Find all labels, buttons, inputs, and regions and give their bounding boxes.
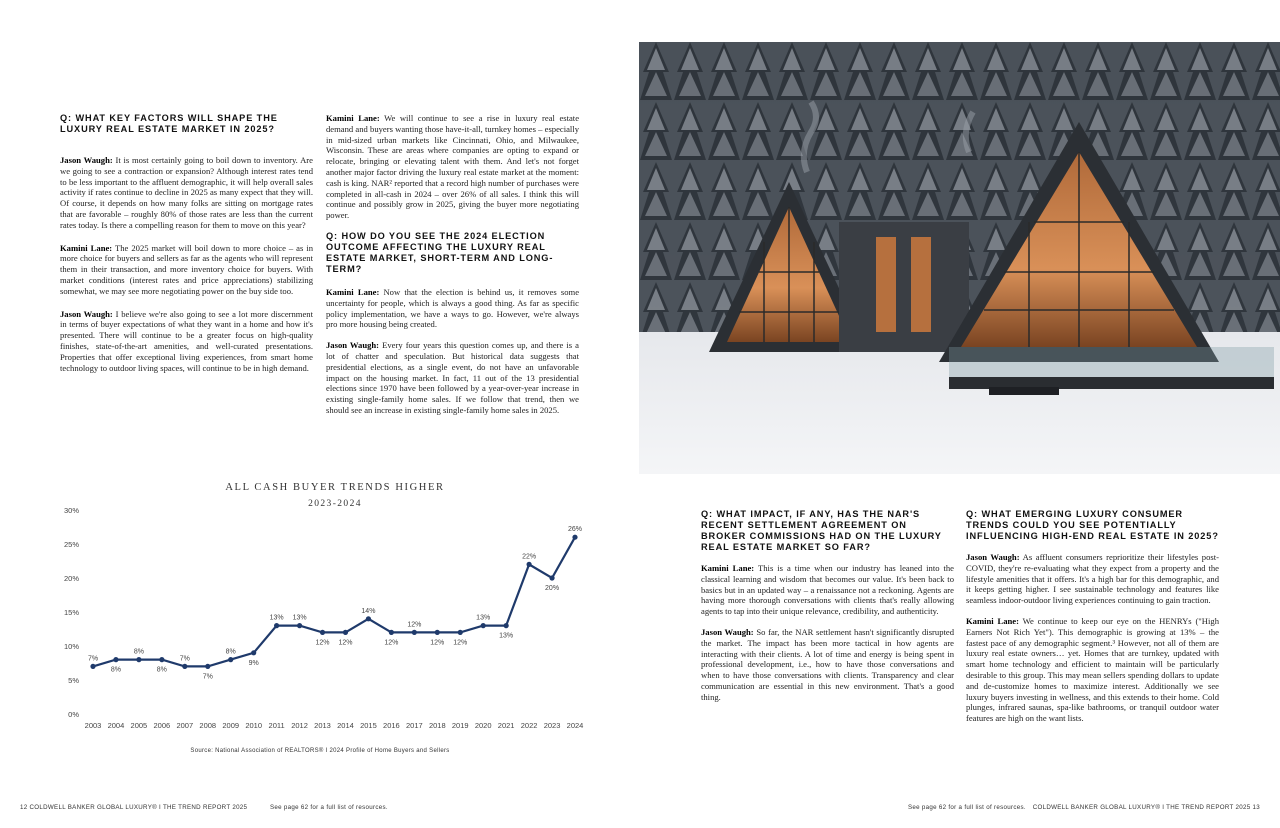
x-tick-label: 2015 — [360, 721, 377, 730]
speaker-name: Jason Waugh: — [701, 626, 754, 637]
x-tick-label: 2010 — [245, 721, 263, 730]
x-tick-label: 2007 — [176, 721, 194, 730]
y-tick-label: 0% — [68, 710, 79, 719]
data-label: 12% — [338, 639, 353, 647]
answer-text: This is a time when our industry has leaned into the classical learning and wisdom that becomes our value. It's been back to basics but in an updated way – a renaissance not a reckoning. Agents are having more thorough conversations with clients that's really allowing agents to tap into their unique relevance, credibility, and authenticity. — [701, 563, 955, 617]
data-label: 7% — [202, 673, 213, 681]
right-column-1 — [701, 509, 954, 703]
x-tick-label: 2014 — [337, 721, 354, 730]
speaker-name: Kamini Lane: — [326, 286, 380, 297]
x-tick-label: 2016 — [383, 721, 400, 730]
chart-source: Source: National Association of REALTORS® I 2024 Profile of Home Buyers and Sellers — [190, 748, 450, 754]
x-tick-label: 2020 — [474, 721, 492, 730]
speaker-name: Jason Waugh: — [60, 155, 113, 165]
x-tick-label: 2006 — [153, 721, 171, 730]
x-tick-label: 2018 — [428, 721, 446, 730]
answer-paragraph — [326, 113, 579, 221]
y-tick-label: 25% — [63, 540, 79, 549]
data-point — [526, 562, 531, 567]
x-tick-label: 2005 — [130, 721, 148, 730]
footer-right-brand: COLDWELL BANKER GLOBAL LUXURY® I THE TREND REPORT 2025 13 — [1032, 804, 1260, 811]
data-point — [343, 630, 348, 635]
x-tick-label: 2013 — [314, 721, 331, 730]
x-tick-label: 2012 — [291, 721, 308, 730]
speaker-name: Jason Waugh: — [326, 340, 380, 351]
left-column-2 — [326, 113, 579, 416]
data-point — [435, 630, 440, 635]
data-point — [549, 575, 554, 580]
answer-paragraph — [966, 552, 1219, 606]
answer-text: Every four years this question comes up, and there is a lot of chatter and speculation. But historical data suggests that presidential elections, as a single event, do not have an unfavorable impact on the housing market. In fact, 11 out of the 13 presidential elections since 1970 have been followed by a year-over-year increase in existing single-family home sales. If we follow that trend, then we should see an increase in existing single-family home sales in 2025. — [326, 340, 579, 415]
answer-text: I believe we're also going to see a lot more discernment in terms of buyer expectations of what they want in a home and how it's presented. There will continue to be a greater focus on high-quality finishes, state-of-the-art amenities, and well-curated presentations. Properties that offer exceptional living experiences, from smart home technology to outdoor living spaces, will continue to be in high demand. — [60, 308, 313, 373]
answer-text: So far, the NAR settlement hasn't significantly disrupted the market. The impact has been more tactical in how agents are interacting with their clients. A lot of time and energy is being spent in professional development, i.e., how to have those conversations and when to have those conversations with clients. Transparency and clear communication are essential in this new environment. That's a good thing. — [701, 626, 954, 702]
data-point — [205, 664, 210, 669]
data-point — [90, 664, 95, 669]
chart-subtitle: 2023-2024 — [308, 499, 362, 509]
footer-left-note: See page 62 for a full list of resources. — [270, 804, 388, 811]
x-tick-label: 2009 — [222, 721, 240, 730]
data-label: 12% — [430, 639, 445, 647]
chart-title: ALL CASH BUYER TRENDS HIGHER — [225, 482, 445, 493]
x-tick-label: 2011 — [268, 721, 285, 730]
answer-paragraph — [60, 243, 313, 297]
x-tick-label: 2003 — [84, 721, 102, 730]
data-point — [251, 650, 256, 655]
data-label: 8% — [110, 666, 122, 674]
answer-text: As affluent consumers reprioritize their lifestyles post-COVID, they're re-evaluating what they expect from a property and the lifestyle amenities that it offers. It's a high bar for this demographic, and it keeps getting higher. I see sustainable technology and features like seamless indoor-outdoor living experiences continuing to gain traction. — [966, 552, 1219, 606]
y-tick-label: 30% — [63, 506, 79, 515]
right-column-2 — [966, 509, 1219, 724]
data-label: 13% — [476, 614, 491, 622]
data-point — [113, 657, 118, 662]
answer-paragraph — [60, 309, 313, 374]
data-point — [572, 535, 577, 540]
speaker-name: Jason Waugh: — [60, 308, 113, 319]
y-tick-label: 5% — [68, 676, 79, 685]
data-label: 13% — [499, 632, 514, 640]
answer-paragraph — [966, 616, 1219, 724]
x-tick-label: 2023 — [543, 721, 561, 730]
answer-paragraph — [701, 563, 954, 617]
cabin-photo — [639, 42, 1280, 474]
question-consumer-trends: Q: WHAT EMERGING LUXURY CONSUMER TRENDS COULD YOU SEE POTENTIALLY INFLUENCING HIGH-END REAL ESTATE IN 2025? — [966, 509, 1219, 541]
answer-text: It is most certainly going to boil down to inventory. Are we going to see a contraction or expansion? Although interest rates tend to be less important to the affluent demographic, it will help overall sales activity if rates continue to decline in 2025 as many expect that they will. Of course, it depends on how many folks are sitting on mortgage rates that are favorable – roughly 80% of those rates are less than the current rates today. Is there a compelling reason for them to move on this year? — [60, 155, 313, 230]
data-point — [297, 623, 302, 628]
speaker-name: Kamini Lane: — [60, 242, 113, 253]
x-tick-label: 2021 — [497, 721, 515, 730]
x-tick-label: 2004 — [107, 721, 125, 730]
x-tick-label: 2008 — [199, 721, 217, 730]
speaker-name: Kamini Lane: — [701, 563, 755, 573]
answer-paragraph — [326, 340, 579, 416]
data-label: 13% — [292, 614, 307, 622]
question-key-factors: Q: WHAT KEY FACTORS WILL SHAPE THE LUXURY REAL ESTATE MARKET IN 2025? — [60, 113, 278, 134]
speaker-name: Kamini Lane: — [966, 615, 1019, 626]
data-point — [159, 657, 164, 662]
data-label: 22% — [522, 553, 537, 561]
data-label: 12% — [315, 639, 330, 647]
data-label: 7% — [87, 655, 99, 663]
footer-right-note: See page 62 for a full list of resources. — [908, 804, 1026, 811]
data-point — [504, 623, 509, 628]
x-tick-label: 2022 — [520, 721, 538, 730]
data-label: 12% — [453, 639, 468, 647]
data-label: 8% — [133, 648, 144, 656]
data-point — [182, 664, 187, 669]
data-point — [366, 616, 371, 621]
answer-text: We continue to keep our eye on the HENRYs ("High Earners Not Rich Yet"). This demographic is growing at 13% – the fastest pace of any demographic segment.³ However, not all of them are luxury real estate owners… yet. Homes that are turnkey, updated with smart home technology and efficient to maintain will be particularly desirable to this group. This may mean sellers spending dollars to update and de-customize homes to maximize interest. Additionally we see luxury buyers investing in wellness, and this extends to their home. Cold plunges, infrared saunas, spa-like bathrooms, or tranquil outdoor water features are high on the want lists. — [966, 615, 1219, 724]
data-label: 20% — [545, 585, 560, 592]
data-label: 26% — [567, 526, 583, 534]
footer-left-brand: 12 COLDWELL BANKER GLOBAL LUXURY® I THE TREND REPORT 2025 — [20, 804, 248, 811]
y-tick-label: 10% — [63, 642, 79, 651]
answer-paragraph — [60, 155, 313, 231]
data-label: 8% — [156, 666, 167, 674]
speaker-name: Kamini Lane: — [326, 113, 380, 123]
a-frame-cabin-illustration — [639, 42, 1280, 474]
y-tick-label: 15% — [63, 608, 79, 617]
data-point — [136, 657, 141, 662]
data-label: 13% — [269, 614, 284, 622]
left-column-1 — [60, 113, 313, 373]
x-tick-label: 2017 — [405, 721, 423, 730]
question-election: Q: HOW DO YOU SEE THE 2024 ELECTION OUTCOME AFFECTING THE LUXURY REAL ESTATE MARKET, SHORT-TERM AND LONG-TERM? — [326, 230, 554, 274]
data-label: 9% — [248, 659, 259, 667]
data-point — [481, 623, 486, 628]
question-nar-settlement: Q: WHAT IMPACT, IF ANY, HAS THE NAR'S RECENT SETTLEMENT AGREEMENT ON BROKER COMMISSIONS HAD ON THE LUXURY REAL ESTATE MARKET SO FAR? — [701, 509, 942, 552]
answer-text: The 2025 market will boil down to more choice – as in more choice for buyers and sellers as far as the agents who will represent them in their transaction, and more inventory choice for buyers. With market conditions (interest rates and price appreciations) stabilizing somewhat, we may see more negotiating power on the buy side too. — [60, 242, 313, 296]
x-tick-label: 2024 — [566, 721, 584, 730]
data-label: 7% — [179, 655, 190, 663]
data-point — [274, 623, 279, 628]
data-point — [389, 630, 394, 635]
cash-buyer-line-chart — [55, 500, 595, 740]
answer-paragraph — [701, 627, 954, 703]
data-point — [412, 630, 417, 635]
data-label: 12% — [384, 639, 399, 647]
x-tick-label: 2019 — [451, 721, 469, 730]
data-label: 12% — [407, 621, 422, 629]
y-tick-label: 20% — [63, 574, 79, 583]
data-point — [458, 630, 463, 635]
data-label: 8% — [225, 648, 236, 656]
data-label: 14% — [361, 607, 376, 615]
answer-text: We will continue to see a rise in luxury real estate demand and buyers wanting those have-it-all, turnkey homes – especially in mid-sized urban markets like Cincinnati, Ohio, and Milwaukee, Wisconsin. These are areas where companies are opting to expand or relocate, bringing or elevating talent with them. And let's not forget another major factor driving the luxury real estate market at the moment: cash is king. NAR² reported that a record high number of purchases were completed in all-cash in 2024 – over 26% of all sales. I think this will continue and possibly grow in 2025, giving the buyer more negotiating power. — [326, 113, 580, 221]
data-point — [320, 630, 325, 635]
data-point — [228, 657, 233, 662]
answer-text: Now that the election is behind us, it removes some uncertainty for people, which is always a good thing. As far as specific policy implementation, we have a ways to go. However, we're always pro more housing being created. — [326, 286, 580, 330]
answer-paragraph — [326, 287, 579, 330]
speaker-name: Jason Waugh: — [966, 552, 1020, 562]
series-line — [93, 537, 575, 666]
